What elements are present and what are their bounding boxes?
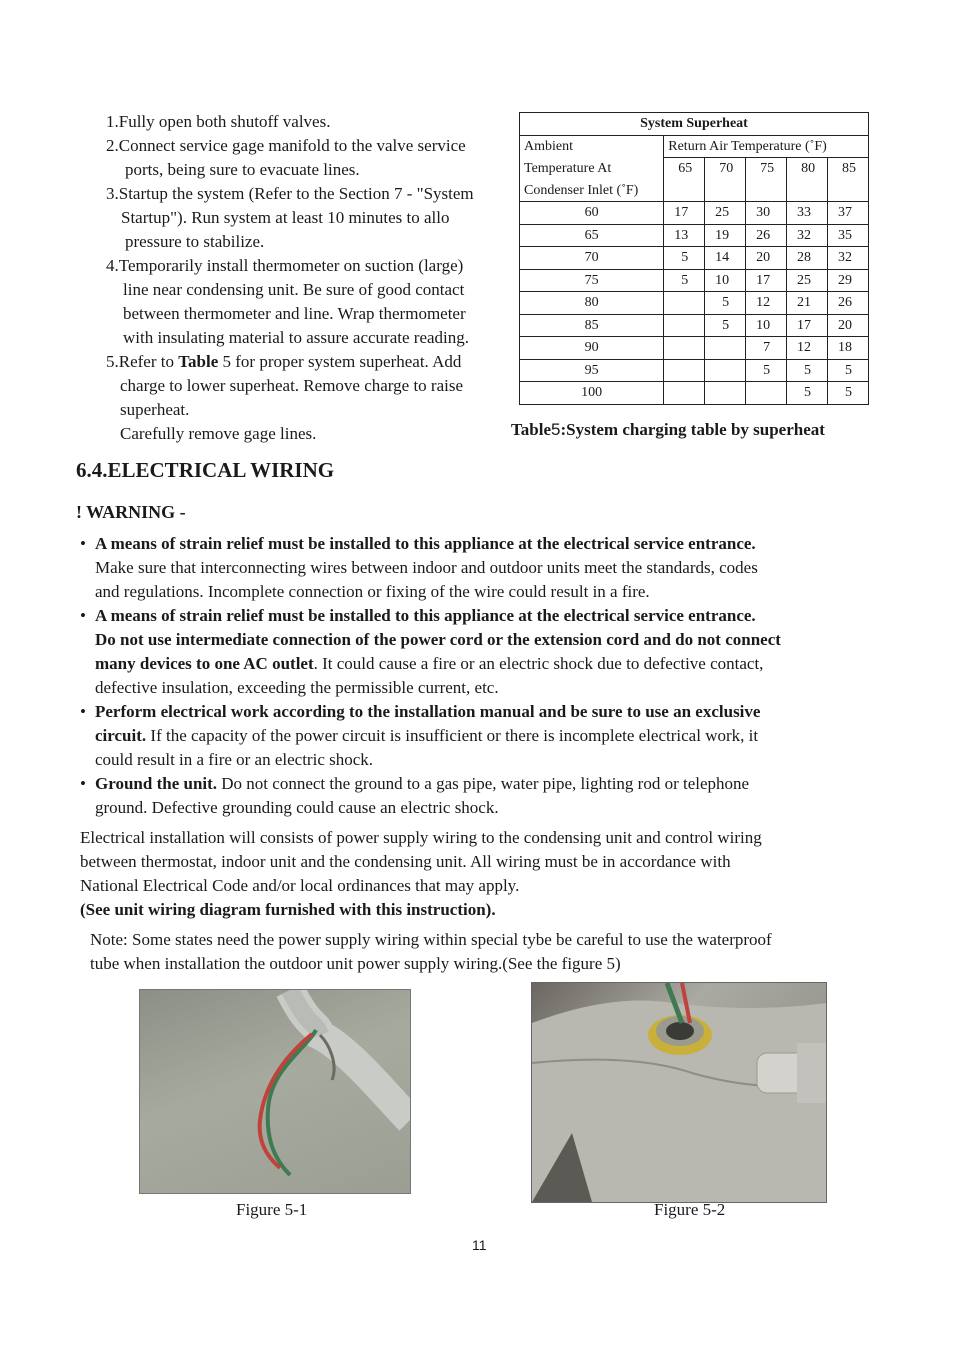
superheat-cell — [664, 382, 705, 405]
page-number: 11 — [472, 1237, 487, 1253]
superheat-cell: 7 — [746, 337, 787, 360]
figure-caption: Figure 5-1 — [236, 1200, 308, 1219]
superheat-cell: 5 — [828, 359, 869, 382]
step-1: 1.Fully open both shutoff valves. — [106, 112, 331, 131]
col-header: 75 — [746, 158, 787, 180]
step-5-cont: charge to lower superheat. Remove charge to raise — [120, 376, 464, 395]
superheat-cell: 20 — [746, 247, 787, 270]
bullet-bold: circuit. — [95, 726, 147, 745]
ambient-label-3: Condenser Inlet (˚F) — [520, 180, 664, 202]
bullet-text: If the capacity of the power circuit is insufficient or there is incomplete electrical work, it — [146, 726, 759, 745]
step-5-table-ref: Table — [178, 352, 219, 371]
superheat-cell: 17 — [746, 269, 787, 292]
step-4-cont3: with insulating material to assure accurate reading. — [123, 328, 470, 347]
superheat-cell — [746, 382, 787, 405]
superheat-cell: 20 — [828, 314, 869, 337]
step-2: 2.Connect service gage manifold to the valve service — [106, 136, 466, 155]
superheat-cell: 12 — [787, 337, 828, 360]
figure-5-2-photo — [531, 982, 827, 1203]
bullet-bold: Do not use intermediate connection of the power cord or the extension cord and do not connect — [95, 630, 781, 649]
bullet-icon: • — [80, 606, 86, 625]
table-row — [520, 247, 869, 270]
bullet-text: defective insulation, exceeding the permissible current, etc. — [95, 678, 499, 697]
superheat-cell — [664, 337, 705, 360]
install-line-bold: (See unit wiring diagram furnished with this instruction). — [80, 900, 496, 919]
step-4: 4.Temporarily install thermometer on suction (large) — [106, 256, 464, 275]
outdoor-unit-image — [532, 983, 826, 1202]
superheat-cell: 10 — [705, 269, 746, 292]
step-5-pre: 5.Refer to — [106, 352, 179, 371]
superheat-cell — [705, 337, 746, 360]
superheat-cell: 5 — [746, 359, 787, 382]
ambient-cell: 65 — [520, 224, 664, 247]
superheat-cell: 5 — [828, 382, 869, 405]
superheat-cell: 17 — [787, 314, 828, 337]
table-row — [520, 202, 869, 225]
ambient-cell: 85 — [520, 314, 664, 337]
ambient-cell: 95 — [520, 359, 664, 382]
step-2-cont: ports, being sure to evacuate lines. — [125, 160, 360, 179]
bullet-icon: • — [80, 774, 86, 793]
superheat-cell: 32 — [828, 247, 869, 270]
step-3-cont2: pressure to stabilize. — [125, 232, 265, 251]
bullet-text: Do not connect the ground to a gas pipe, water pipe, lighting rod or telephone — [217, 774, 750, 793]
wire-conduit-image — [140, 990, 410, 1193]
bullet-bold: A means of strain relief must be installed to this appliance at the electrical service entrance. — [95, 606, 756, 625]
install-line: between thermostat, indoor unit and the condensing unit. All wiring must be in accordance with — [80, 852, 731, 871]
ambient-cell: 60 — [520, 202, 664, 225]
warning-bullet — [80, 700, 880, 772]
bullet-bold: A means of strain relief must be installed to this appliance at the electrical service entrance. — [95, 534, 756, 553]
warning-bullet — [80, 772, 880, 820]
superheat-cell: 19 — [705, 224, 746, 247]
ambient-cell: 90 — [520, 337, 664, 360]
superheat-cell — [664, 314, 705, 337]
table-row — [520, 337, 869, 360]
table-row — [520, 292, 869, 315]
ambient-cell: 100 — [520, 382, 664, 405]
table-row — [520, 359, 869, 382]
ambient-cell: 80 — [520, 292, 664, 315]
superheat-cell: 18 — [828, 337, 869, 360]
ambient-label-2: Temperature At — [520, 158, 664, 180]
superheat-cell: 14 — [705, 247, 746, 270]
warning-bullet — [80, 604, 880, 700]
step-3: 3.Startup the system (Refer to the Section 7 - "System — [106, 184, 474, 203]
superheat-cell: 25 — [705, 202, 746, 225]
ambient-cell: 70 — [520, 247, 664, 270]
table-row — [520, 382, 869, 405]
step-5-cont2: superheat. — [120, 400, 190, 419]
ambient-cell: 75 — [520, 269, 664, 292]
bullet-bold: Ground the unit. — [95, 774, 218, 793]
figure-caption: Figure 5-2 — [654, 1200, 726, 1219]
superheat-cell: 5 — [705, 314, 746, 337]
install-line: Electrical installation will consists of power supply wiring to the condensing unit and control wiring — [80, 828, 762, 847]
bullet-icon: • — [80, 702, 86, 721]
caption-a: Table — [511, 420, 552, 439]
superheat-cell: 12 — [746, 292, 787, 315]
col-header: 65 — [664, 158, 705, 180]
table-row — [520, 269, 869, 292]
superheat-cell: 5 — [787, 382, 828, 405]
superheat-cell: 5 — [664, 269, 705, 292]
ambient-label-1: Ambient — [520, 135, 664, 158]
bullet-bold: Perform electrical work according to the installation manual and be sure to use an exclusive — [95, 702, 761, 721]
step-5-post: 5 for proper system superheat. Add — [218, 352, 462, 371]
table-caption — [511, 420, 825, 440]
superheat-cell: 25 — [787, 269, 828, 292]
table-row — [520, 224, 869, 247]
superheat-cell: 5 — [664, 247, 705, 270]
superheat-cell: 30 — [746, 202, 787, 225]
col-header: 85 — [828, 158, 869, 180]
note-line: tube when installation the outdoor unit power supply wiring.(See the figure 5) — [90, 954, 621, 973]
bullet-text: Make sure that interconnecting wires between indoor and outdoor units meet the standards, codes — [95, 558, 758, 577]
step-3-cont: Startup"). Run system at least 10 minutes to allo — [121, 208, 450, 227]
superheat-cell: 5 — [705, 292, 746, 315]
note-line: Note: Some states need the power supply wiring within special tybe be careful to use the waterproof — [90, 930, 772, 949]
superheat-cell: 17 — [664, 202, 705, 225]
superheat-cell — [705, 359, 746, 382]
superheat-cell: 21 — [787, 292, 828, 315]
superheat-cell: 33 — [787, 202, 828, 225]
bullet-text: could result in a fire or an electric shock. — [95, 750, 374, 769]
step-5-cont3: Carefully remove gage lines. — [120, 424, 317, 443]
superheat-cell: 28 — [787, 247, 828, 270]
bullet-text: and regulations. Incomplete connection or fixing of the wire could result in a fire. — [95, 582, 650, 601]
superheat-table — [519, 112, 869, 405]
superheat-cell: 37 — [828, 202, 869, 225]
superheat-cell — [664, 359, 705, 382]
superheat-cell: 10 — [746, 314, 787, 337]
table-row — [520, 314, 869, 337]
bullet-bold: many devices to one AC outlet — [95, 654, 314, 673]
caption-b: 5 — [551, 420, 561, 439]
caption-c: :System charging table by superheat — [560, 420, 825, 439]
superheat-cell: 26 — [746, 224, 787, 247]
bullet-text: . It could cause a fire or an electric shock due to defective contact, — [313, 654, 764, 673]
col-header: 80 — [787, 158, 828, 180]
superheat-cell — [664, 292, 705, 315]
superheat-cell: 5 — [787, 359, 828, 382]
col-header: 70 — [705, 158, 746, 180]
superheat-cell: 35 — [828, 224, 869, 247]
superheat-cell: 26 — [828, 292, 869, 315]
superheat-cell: 13 — [664, 224, 705, 247]
bullet-icon: • — [80, 534, 86, 553]
return-air-label: Return Air Temperature (˚F) — [664, 135, 869, 158]
figure-5-1-photo — [139, 989, 411, 1194]
superheat-cell: 32 — [787, 224, 828, 247]
table-title: System Superheat — [520, 113, 869, 136]
step-4-cont2: between thermometer and line. Wrap thermometer — [123, 304, 466, 323]
step-4-cont: line near condensing unit. Be sure of good contact — [123, 280, 465, 299]
superheat-cell — [705, 382, 746, 405]
warning-label: ! WARNING - — [76, 502, 186, 522]
bullet-text: ground. Defective grounding could cause an electric shock. — [95, 798, 499, 817]
step-5 — [106, 350, 461, 374]
warning-bullet — [80, 532, 880, 604]
section-title: 6.4.ELECTRICAL WIRING — [76, 458, 335, 482]
superheat-cell: 29 — [828, 269, 869, 292]
install-line: National Electrical Code and/or local ordinances that may apply. — [80, 876, 520, 895]
